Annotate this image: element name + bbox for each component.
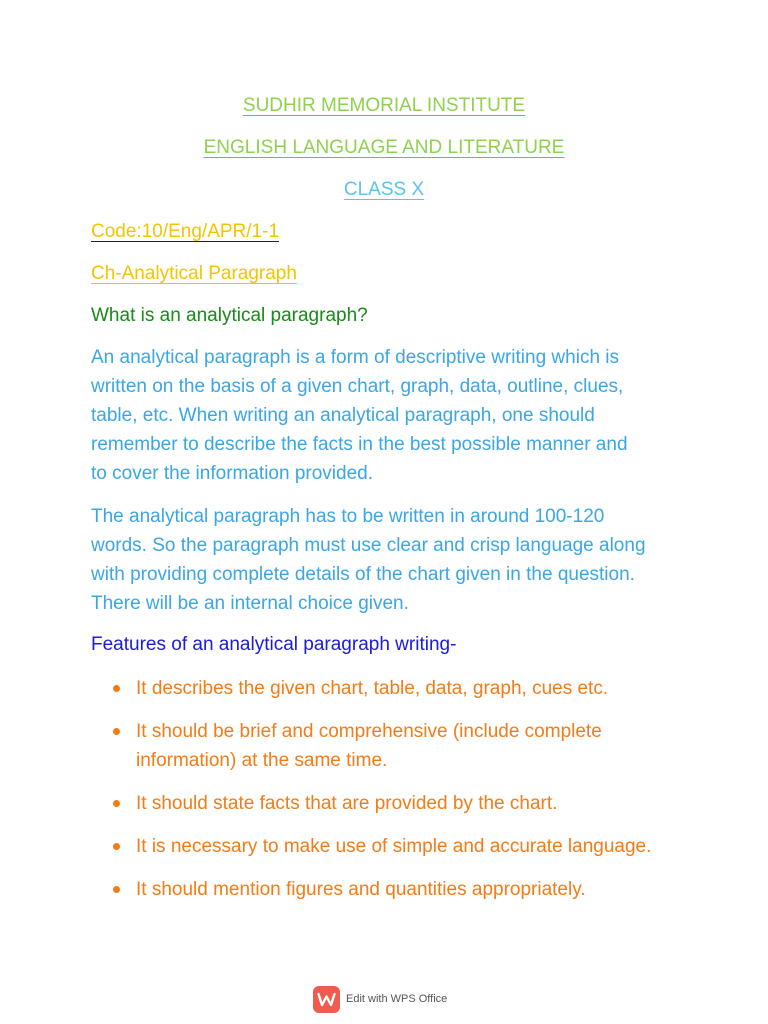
paragraph-1-line: written on the basis of a given chart, graph, data, outline, clues, [91,376,624,397]
paragraph-1-line: An analytical paragraph is a form of descriptive writing which is [91,347,620,368]
institute-title [0,91,768,120]
paragraph-2-line: with providing complete details of the chart given in the question. [91,564,635,585]
bullet-icon [113,685,120,692]
list-item-text: It should state facts that are provided by the chart. [136,793,558,814]
paragraph-1-line: to cover the information provided. [91,463,373,484]
wps-logo-icon [313,986,340,1013]
institute-title-text: SUDHIR MEMORIAL INSTITUTE [242,95,526,116]
class-title [0,175,768,204]
subject-title [0,133,768,162]
bullet-icon [113,728,120,735]
features-heading: Features of an analytical paragraph writing- [91,634,457,655]
list-item-text: It should be brief and comprehensive (include complete [136,721,602,742]
paragraph-1-line: table, etc. When writing an analytical paragraph, one should [91,405,595,426]
subject-title-text: ENGLISH LANGUAGE AND LITERATURE [203,137,565,158]
list-item-text: It describes the given chart, table, data, graph, cues etc. [136,678,609,699]
wps-label: Edit with WPS Office [346,993,448,1005]
paragraph-2-line: words. So the paragraph must use clear and crisp language along [91,535,646,556]
bullet-icon [113,886,120,893]
paragraph-2-line: The analytical paragraph has to be written in around 100-120 [91,506,605,527]
edit-with-wps-link[interactable] [313,984,447,1014]
paragraph-2-line: There will be an internal choice given. [91,593,409,614]
bullet-icon [113,800,120,807]
chapter-text: Ch-Analytical Paragraph [91,263,297,284]
code-line [91,217,279,246]
list-item-text: It should mention figures and quantities appropriately. [136,879,586,900]
class-title-text: CLASS X [343,179,425,200]
chapter-line [91,259,297,288]
code-text: Code:10/Eng/APR/1-1 [91,221,280,242]
bullet-icon [113,843,120,850]
list-item-text: It is necessary to make use of simple and accurate language. [136,836,652,857]
list-item-text: information) at the same time. [136,750,388,771]
question-heading: What is an analytical paragraph? [91,305,368,326]
paragraph-1-line: remember to describe the facts in the best possible manner and [91,434,628,455]
